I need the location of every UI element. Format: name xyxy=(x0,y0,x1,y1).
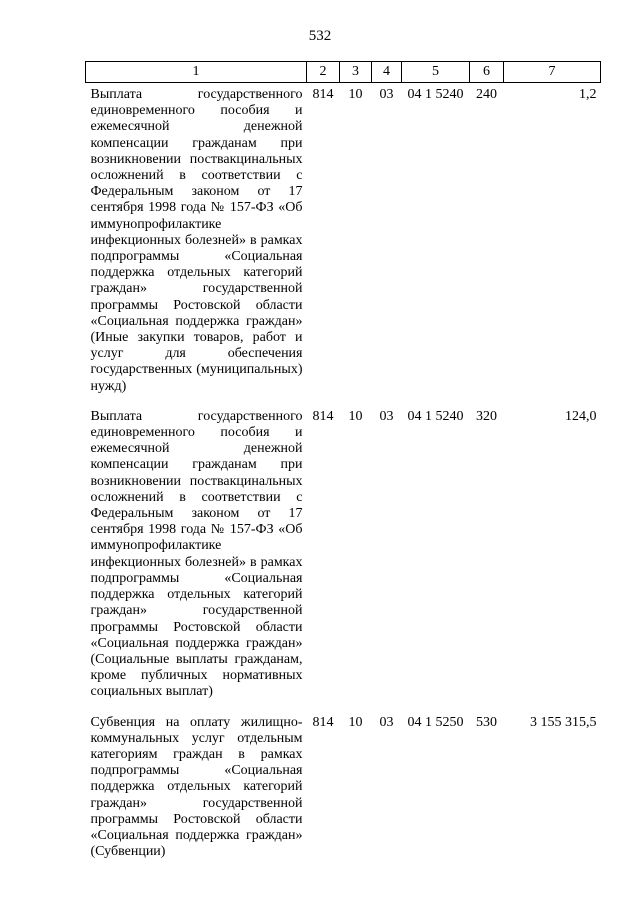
table-row xyxy=(86,405,601,711)
header-cell-1: 1 xyxy=(86,62,307,83)
row-target-code: 04 1 5240 xyxy=(407,87,464,102)
row-amount: 3 155 315,5 xyxy=(530,714,597,730)
row-subsection-code: 03 xyxy=(379,87,394,102)
header-cell-2: 2 xyxy=(307,62,340,83)
row-expense-type-code: 240 xyxy=(476,87,497,102)
row-ministry-code: 814 xyxy=(312,714,334,730)
row-description: Выплата государственного единовременного пособия и ежемесячной денежной компенсации гражданам при возникновении поствакцинальных осложнений в соответствии с Федеральным законом от 17 сентября 1998 года № 157-ФЗ «Об иммунопрофилактике инфекционных болезней» в рамках подпрограммы «Социальная поддержка отдельных категорий граждан» государственной программы Ростовской области «Социальная поддержка граждан» (Социальные выплаты гражданам, кроме публичных нормативных социальных выплат) xyxy=(90,408,303,700)
row-ministry-code: 814 xyxy=(312,87,334,102)
header-row xyxy=(86,62,601,83)
row-expense-type-code: 320 xyxy=(476,408,497,424)
row-subsection-code: 03 xyxy=(379,408,394,424)
row-amount: 1,2 xyxy=(579,87,597,102)
budget-table xyxy=(85,61,601,870)
table-row xyxy=(86,83,601,405)
row-description: Субвенция на оплату жилищно-коммунальных услуг отдельным категориям граждан в рамках подпрограммы «Социальная поддержка отдельных категорий граждан» государственной программы Ростовской области «Социальная поддержка граждан» (Субвенции) xyxy=(90,714,303,860)
row-description: Выплата государственного единовременного пособия и ежемесячной денежной компенсации гражданам при возникновении поствакцинальных осложнений в соответствии с Федеральным законом от 17 сентября 1998 года № 157-ФЗ «Об иммунопрофилактике инфекционных болезней» в рамках подпрограммы «Социальная поддержка отдельных категорий граждан» государственной программы Ростовской области «Социальная поддержка граждан» (Иные закупки товаров, работ и услуг для обеспечения государственных (муниципальных) нужд) xyxy=(90,87,303,394)
table-row xyxy=(86,711,601,871)
row-section-code: 10 xyxy=(348,714,363,730)
row-ministry-code: 814 xyxy=(312,408,334,424)
header-cell-4: 4 xyxy=(372,62,402,83)
row-section-code: 10 xyxy=(348,408,363,424)
row-expense-type-code: 530 xyxy=(476,714,497,730)
header-cell-3: 3 xyxy=(340,62,372,83)
header-cell-6: 6 xyxy=(470,62,504,83)
row-section-code: 10 xyxy=(348,87,363,102)
header-cell-7: 7 xyxy=(504,62,601,83)
row-amount: 124,0 xyxy=(565,408,597,424)
page-number: 532 xyxy=(308,28,332,44)
row-subsection-code: 03 xyxy=(379,714,394,730)
row-target-code: 04 1 5250 xyxy=(407,714,464,730)
header-cell-5: 5 xyxy=(402,62,470,83)
row-target-code: 04 1 5240 xyxy=(407,408,464,424)
